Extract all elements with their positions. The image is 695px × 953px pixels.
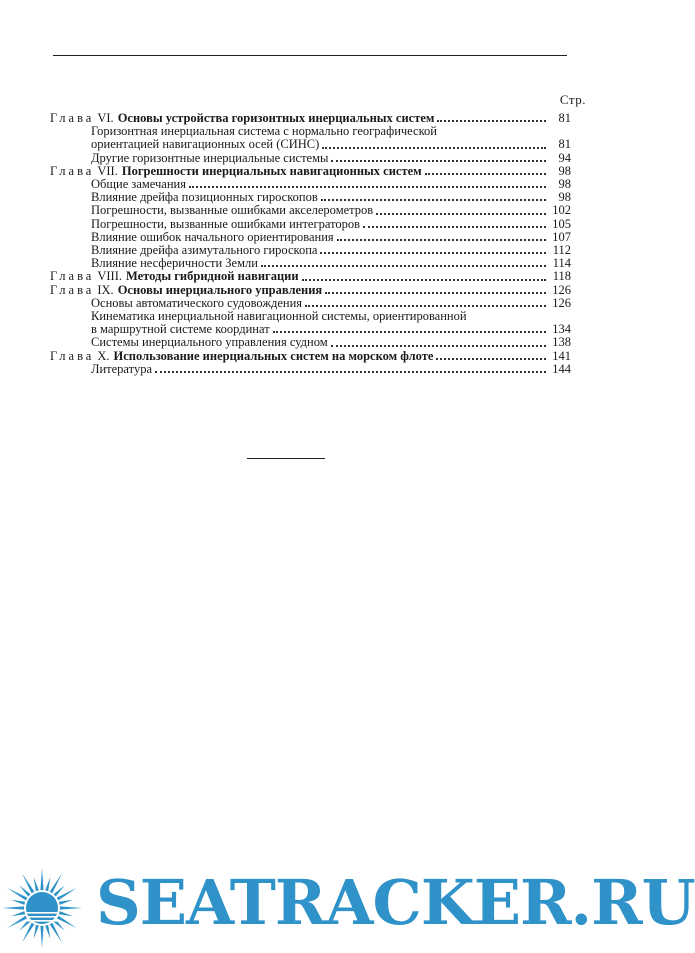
toc-section-entry[interactable]: [50, 218, 571, 231]
dot-leader: [189, 186, 546, 188]
entry-title: Влияние дрейфа позиционных гироскопов: [91, 190, 318, 205]
sun-ray: [40, 868, 43, 890]
dot-leader: [331, 160, 546, 162]
toc-chapter-entry[interactable]: [50, 350, 571, 363]
page-number: 105: [552, 216, 571, 231]
sun-ray: [45, 877, 50, 891]
dot-leader: [363, 226, 546, 228]
sun-ray: [11, 900, 25, 905]
entry-title: ориентацией навигационных осей (СИНС): [91, 137, 320, 152]
entry-title: Методы гибридной навигации: [126, 269, 299, 284]
entry-title: Основы устройства горизонтных инерциальных систем: [117, 111, 435, 125]
sun-ray: [34, 877, 39, 891]
sun-burst-icon: [2, 868, 82, 948]
sun-ray: [59, 900, 73, 905]
entry-title: Погрешности, вызванные ошибками интеграторов: [91, 216, 361, 231]
chapter-lead: Глава: [50, 163, 95, 178]
toc-chapter-entry[interactable]: [50, 270, 571, 283]
page-number: 98: [558, 163, 571, 178]
chapter-number: IX.: [97, 282, 114, 297]
dot-leader: [331, 345, 546, 347]
chapter-number: VIII.: [97, 269, 122, 284]
chapter-number: VI.: [97, 111, 114, 125]
entry-title: Влияние несферичности Земли: [91, 256, 258, 271]
dot-leader: [302, 279, 546, 281]
page-number: 126: [552, 295, 571, 310]
toc-section-entry[interactable]: [50, 336, 571, 349]
page-number: 126: [552, 282, 571, 297]
page-number: 81: [558, 137, 571, 152]
chapter-number: X.: [97, 348, 110, 363]
toc-entry-first-line: Горизонтная инерциальная система с нормально географической: [91, 124, 437, 139]
dot-leader: [425, 173, 546, 175]
sun-ray: [2, 906, 24, 909]
entry-title: Литература: [91, 361, 152, 376]
chapter-lead: Глава: [50, 111, 95, 125]
sun-ray: [60, 906, 82, 909]
sun-stripe: [26, 916, 58, 918]
top-rule: [53, 55, 567, 56]
page-number: 138: [552, 335, 571, 350]
page-number: 118: [552, 269, 571, 284]
toc-section-entry[interactable]: [50, 138, 571, 151]
dot-leader: [321, 199, 546, 201]
sun-ray: [45, 925, 50, 939]
dot-leader: [325, 292, 546, 294]
watermark-text: SEATRACKER.RU: [96, 866, 695, 939]
dot-leader: [437, 120, 546, 122]
page-number: 81: [558, 111, 571, 125]
page-number: 98: [558, 190, 571, 205]
entry-title: Системы инерциального управления судном: [91, 335, 328, 350]
toc-section-entry[interactable]: [50, 363, 571, 376]
sun-ray: [11, 911, 25, 916]
chapter-number: VII.: [97, 163, 118, 178]
table-of-contents: [50, 112, 571, 376]
chapter-lead: Глава: [50, 282, 95, 297]
page-number: 134: [552, 322, 571, 337]
dot-leader: [305, 305, 546, 307]
entry-title: Основы инерциального управления: [117, 282, 323, 297]
page-number: 141: [552, 348, 571, 363]
page-number: 107: [552, 229, 571, 244]
sun-ray: [34, 925, 39, 939]
entry-title: Влияние дрейфа азимутального гироскопа: [91, 243, 318, 258]
page-number: 94: [558, 150, 571, 165]
page-column-label: Стр.: [559, 92, 586, 107]
entry-title: Влияние ошибок начального ориентирования: [91, 229, 334, 244]
toc-chapter-entry[interactable]: [50, 284, 571, 297]
dot-leader: [320, 252, 546, 254]
dot-leader: [376, 213, 546, 215]
sun-ray: [59, 911, 73, 916]
entry-title: Общие замечания: [91, 177, 186, 192]
entry-title: Другие горизонтные инерциальные системы: [91, 150, 329, 165]
toc-section-entry[interactable]: [50, 204, 571, 217]
dot-leader: [155, 371, 546, 373]
page-number: 144: [552, 361, 571, 376]
entry-title: Основы автоматического судовождения: [91, 295, 303, 310]
dot-leader: [273, 331, 546, 333]
sun-stripe: [26, 920, 58, 922]
entry-title: в маршрутной системе координат: [91, 322, 270, 337]
center-rule: [247, 458, 325, 459]
sun-stripe: [26, 912, 58, 914]
toc-entry-first-line: Кинематика инерциальной навигационной системы, ориентированной: [91, 309, 467, 324]
page-number: 102: [552, 203, 571, 218]
dot-leader: [322, 147, 546, 149]
entry-title: Использование инерциальных систем на морском флоте: [113, 348, 434, 363]
page-number: 112: [552, 243, 571, 258]
chapter-lead: Глава: [50, 348, 95, 363]
entry-title: Погрешности инерциальных навигационных систем: [121, 163, 422, 178]
entry-title: Погрешности, вызванные ошибками акселерометров: [91, 203, 374, 218]
dot-leader: [337, 239, 546, 241]
dot-leader: [261, 265, 546, 267]
sun-ray: [40, 926, 43, 948]
page-number: 114: [552, 256, 571, 271]
page-number: 98: [558, 177, 571, 192]
toc-section-entry[interactable]: [50, 152, 571, 165]
dot-leader: [436, 358, 546, 360]
chapter-lead: Глава: [50, 269, 95, 284]
